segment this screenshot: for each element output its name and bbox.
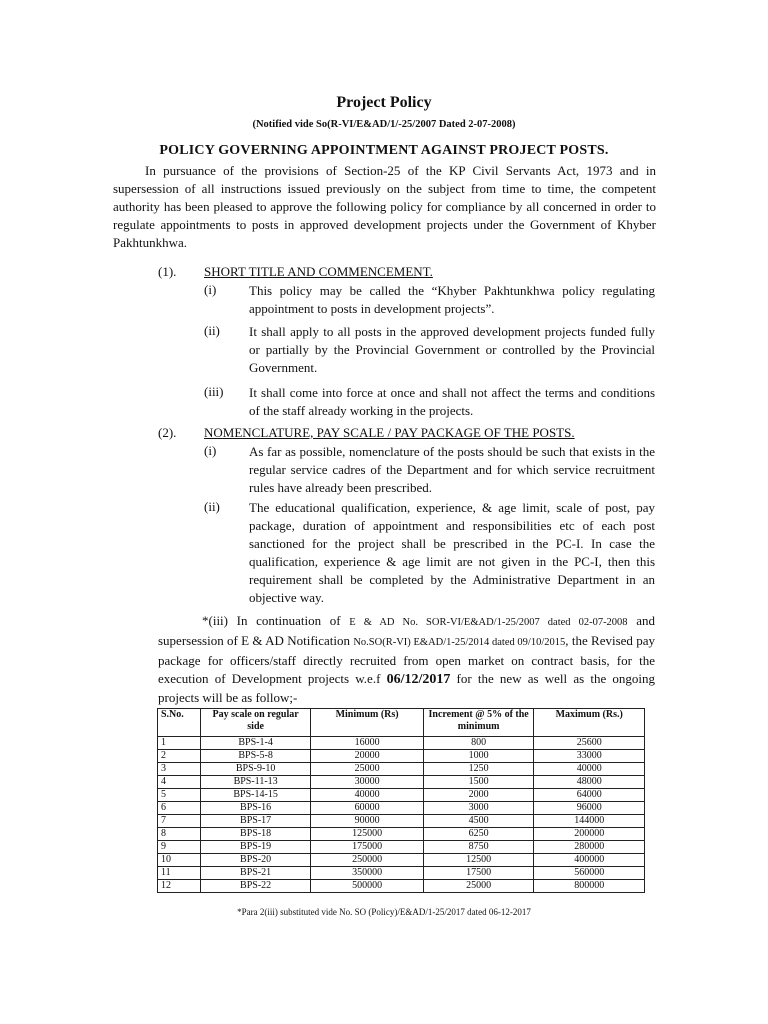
cell-payscale: BPS-5-8 — [200, 750, 310, 763]
col-maximum-header: Maximum (Rs.) — [534, 709, 645, 737]
cell-payscale: BPS-21 — [200, 867, 310, 880]
section-1-item-2-number: (ii) — [204, 323, 220, 338]
para-iii — [158, 612, 655, 707]
cell-minimum: 500000 — [311, 880, 424, 893]
cell-payscale: BPS-19 — [200, 841, 310, 854]
cell-increment: 1250 — [423, 763, 534, 776]
section-2-number: (2). — [158, 425, 177, 440]
para-iii-lead: *(iii) In continuation of — [202, 613, 350, 628]
para-iii-supersession: and supersession of E & AD Notification — [158, 613, 655, 648]
cell-minimum: 250000 — [311, 854, 424, 867]
cell-increment: 6250 — [423, 828, 534, 841]
cell-sno: 7 — [158, 815, 201, 828]
para-iii-body: , the Revised pay package for officers/staff directly recruited from open market on contract basis, for the execution of Development projects w.e.f — [158, 633, 655, 686]
cell-sno: 5 — [158, 789, 201, 802]
section-1-item-3-number: (iii) — [204, 384, 224, 399]
cell-sno: 3 — [158, 763, 201, 776]
cell-increment: 12500 — [423, 854, 534, 867]
cell-maximum: 280000 — [534, 841, 645, 854]
col-sno-header: S.No. — [158, 709, 201, 737]
para-iii-tail: for the new as well as the ongoing projects will be as follow;- — [158, 671, 655, 705]
cell-payscale: BPS-14-15 — [200, 789, 310, 802]
cell-sno: 11 — [158, 867, 201, 880]
section-2-title: NOMENCLATURE, PAY SCALE / PAY PACKAGE OF THE POSTS. — [204, 425, 575, 440]
para-iii-date-2: dated 09/10/2015 — [489, 637, 566, 648]
cell-minimum: 16000 — [311, 737, 424, 750]
cell-maximum: 25600 — [534, 737, 645, 750]
col-minimum-header: Minimum (Rs) — [311, 709, 424, 737]
doc-subtitle: (Notified vide So(R-VI/E&AD/1/-25/2007 Dated 2-07-2008) — [252, 119, 516, 130]
cell-minimum: 125000 — [311, 828, 424, 841]
table-row — [158, 763, 645, 776]
para-iii-effective-date: 06/12/2017 — [386, 672, 451, 687]
section-2-item-1-number: (i) — [204, 443, 217, 458]
table-row — [158, 854, 645, 867]
section-1-item-1-number: (i) — [204, 282, 217, 297]
para-iii-ref-1: E & AD No. SOR-VI/E&AD/1-25/2007 — [349, 617, 540, 628]
cell-payscale: BPS-9-10 — [200, 763, 310, 776]
cell-payscale: BPS-20 — [200, 854, 310, 867]
section-2-item-1-text: As far as possible, nomenclature of the posts should be such that exists in the regular service cadres of the Department and for which service recruitment rules have already been prescribed. — [249, 444, 655, 495]
cell-sno: 12 — [158, 880, 201, 893]
section-1-number: (1). — [158, 264, 177, 279]
intro-paragraph: In pursuance of the provisions of Section-25 of the KP Civil Servants Act, 1973 and in supersession of all instructions issued previously on the subject from time to time, the competent authority has been pleased to approve the following policy for compliance by all concerned in order to regulate appointments to posts in approved development projects under the Government of Khyber Pakhtunkhwa. — [113, 163, 656, 250]
col-payscale-header: Pay scale on regular side — [200, 709, 310, 737]
cell-payscale: BPS-1-4 — [200, 737, 310, 750]
table-row — [158, 802, 645, 815]
table-row — [158, 789, 645, 802]
cell-maximum: 400000 — [534, 854, 645, 867]
cell-payscale: BPS-17 — [200, 815, 310, 828]
cell-sno: 2 — [158, 750, 201, 763]
table-row — [158, 737, 645, 750]
doc-title: Project Policy — [336, 94, 432, 111]
table-row — [158, 841, 645, 854]
para-iii-date-1: dated 02-07-2008 — [539, 617, 628, 628]
cell-sno: 1 — [158, 737, 201, 750]
cell-increment: 2000 — [423, 789, 534, 802]
cell-minimum: 175000 — [311, 841, 424, 854]
cell-maximum: 800000 — [534, 880, 645, 893]
cell-maximum: 33000 — [534, 750, 645, 763]
cell-increment: 17500 — [423, 867, 534, 880]
cell-increment: 25000 — [423, 880, 534, 893]
pay-package-table — [157, 708, 645, 893]
cell-increment: 8750 — [423, 841, 534, 854]
col-increment-header: Increment @ 5% of the minimum — [423, 709, 534, 737]
cell-minimum: 30000 — [311, 776, 424, 789]
table-row — [158, 750, 645, 763]
table-row — [158, 828, 645, 841]
cell-sno: 10 — [158, 854, 201, 867]
cell-minimum: 25000 — [311, 763, 424, 776]
table-header-row — [158, 709, 645, 737]
table-row — [158, 867, 645, 880]
cell-maximum: 96000 — [534, 802, 645, 815]
cell-sno: 6 — [158, 802, 201, 815]
section-1-title: SHORT TITLE AND COMMENCEMENT. — [204, 264, 433, 279]
cell-payscale: BPS-22 — [200, 880, 310, 893]
table-row — [158, 776, 645, 789]
cell-payscale: BPS-11-13 — [200, 776, 310, 789]
cell-maximum: 560000 — [534, 867, 645, 880]
para-iii-ref-2: No.SO(R-VI) E&AD/1-25/2014 — [353, 637, 490, 648]
section-1-item-3-text: It shall come into force at once and shall not affect the terms and conditions of the staff already working in the projects. — [249, 385, 655, 418]
cell-payscale: BPS-18 — [200, 828, 310, 841]
cell-maximum: 40000 — [534, 763, 645, 776]
cell-maximum: 144000 — [534, 815, 645, 828]
section-2-item-2-number: (ii) — [204, 499, 220, 514]
pay-table-body — [158, 737, 645, 893]
cell-maximum: 200000 — [534, 828, 645, 841]
table-row — [158, 880, 645, 893]
section-1-item-2-text: It shall apply to all posts in the approved development projects funded fully or partially by the Provincial Government or controlled by the Provincial Government. — [249, 324, 655, 375]
cell-maximum: 48000 — [534, 776, 645, 789]
cell-sno: 9 — [158, 841, 201, 854]
cell-increment: 4500 — [423, 815, 534, 828]
footnote: *Para 2(iii) substituted vide No. SO (Policy)/E&AD/1-25/2017 dated 06-12-2017 — [237, 907, 531, 917]
cell-increment: 1000 — [423, 750, 534, 763]
cell-sno: 4 — [158, 776, 201, 789]
doc-heading: POLICY GOVERNING APPOINTMENT AGAINST PROJECT POSTS. — [159, 143, 609, 158]
cell-maximum: 64000 — [534, 789, 645, 802]
section-1-item-1-text: This policy may be called the “Khyber Pakhtunkhwa policy regulating appointment to posts in development projects”. — [249, 283, 655, 316]
cell-increment: 1500 — [423, 776, 534, 789]
cell-minimum: 60000 — [311, 802, 424, 815]
cell-payscale: BPS-16 — [200, 802, 310, 815]
cell-sno: 8 — [158, 828, 201, 841]
section-2-item-2-text: The educational qualification, experience, & age limit, scale of post, pay package, duration of appointment and responsibilities etc of each post sanctioned for the project shall be prescribed in the PC-I. In case the qualification, experience & age limit are not given in the PC-I, then this requirement shall be completed by the Administrative Department in an objective way. — [249, 500, 655, 605]
cell-increment: 800 — [423, 737, 534, 750]
cell-minimum: 40000 — [311, 789, 424, 802]
cell-increment: 3000 — [423, 802, 534, 815]
cell-minimum: 20000 — [311, 750, 424, 763]
cell-minimum: 350000 — [311, 867, 424, 880]
cell-minimum: 90000 — [311, 815, 424, 828]
table-row — [158, 815, 645, 828]
